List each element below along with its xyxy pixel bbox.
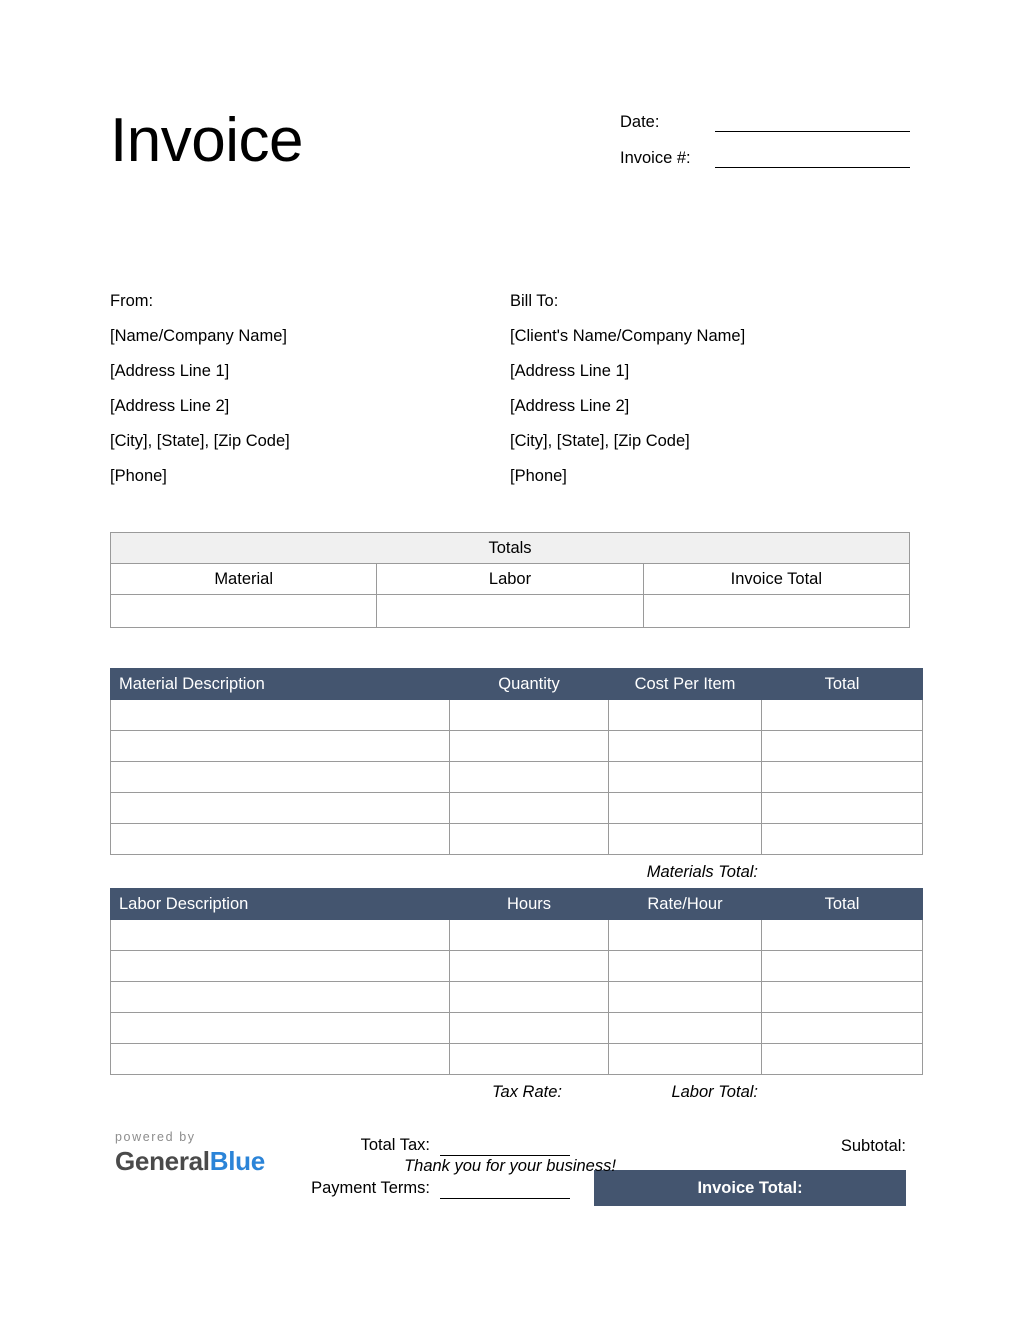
labor-cell[interactable] — [762, 920, 923, 951]
totals-col-invoice-total: Invoice Total — [643, 564, 909, 595]
materials-total-label: Materials Total: — [646, 863, 758, 881]
table-row — [111, 731, 923, 762]
date-field-row — [620, 110, 910, 132]
from-column — [110, 292, 510, 502]
materials-cell[interactable] — [450, 793, 609, 824]
labor-cell[interactable] — [609, 951, 762, 982]
table-row — [111, 982, 923, 1013]
table-row — [111, 951, 923, 982]
table-header-row — [111, 889, 923, 920]
labor-cell[interactable] — [111, 1013, 450, 1044]
table-row — [111, 700, 923, 731]
page-footer — [110, 1125, 910, 1215]
materials-cell[interactable] — [609, 700, 762, 731]
table-row — [111, 793, 923, 824]
labor-cell[interactable] — [762, 1044, 923, 1075]
bill-to-line-5[interactable]: [Phone] — [510, 467, 567, 485]
thank-you-message: Thank you for your business! — [404, 1157, 616, 1175]
materials-col-total: Total — [762, 669, 923, 700]
brand-name-first: General — [115, 1146, 210, 1176]
labor-cell[interactable] — [609, 1044, 762, 1075]
table-row — [111, 595, 910, 628]
invoice-total-bar: Invoice Total: — [594, 1170, 906, 1206]
totals-title: Totals — [111, 533, 910, 564]
materials-cell[interactable] — [762, 824, 923, 855]
materials-cell[interactable] — [450, 700, 609, 731]
materials-cell[interactable] — [762, 793, 923, 824]
materials-table — [110, 668, 923, 855]
bill-to-line-4[interactable]: [City], [State], [Zip Code] — [510, 432, 690, 450]
labor-cell[interactable] — [609, 982, 762, 1013]
materials-cell[interactable] — [111, 700, 450, 731]
materials-cell[interactable] — [762, 762, 923, 793]
labor-cell[interactable] — [450, 920, 609, 951]
table-row — [111, 564, 910, 595]
labor-cell[interactable] — [609, 1013, 762, 1044]
table-row — [111, 533, 910, 564]
bill-to-line-1[interactable]: [Client's Name/Company Name] — [510, 327, 746, 345]
date-label: Date: — [620, 113, 660, 131]
payment-terms-label: Payment Terms: — [311, 1178, 430, 1197]
labor-cell[interactable] — [111, 951, 450, 982]
materials-cell[interactable] — [762, 731, 923, 762]
labor-cell[interactable] — [450, 982, 609, 1013]
materials-cell[interactable] — [609, 731, 762, 762]
bill-to-column — [510, 292, 910, 502]
from-line-5[interactable]: [Phone] — [110, 467, 167, 485]
labor-col-total: Total — [762, 889, 923, 920]
totals-value-labor[interactable] — [377, 595, 643, 628]
from-line-4[interactable]: [City], [State], [Zip Code] — [110, 432, 290, 450]
invoice-number-field-row — [620, 146, 910, 168]
invoice-header — [110, 0, 910, 240]
bill-to-line-2[interactable]: [Address Line 1] — [510, 362, 630, 380]
materials-cell[interactable] — [111, 793, 450, 824]
table-header-row — [111, 669, 923, 700]
materials-cell[interactable] — [450, 731, 609, 762]
labor-cell[interactable] — [111, 1044, 450, 1075]
total-tax-label: Total Tax: — [360, 1136, 430, 1154]
labor-cell[interactable] — [111, 982, 450, 1013]
labor-total-label: Labor Total: — [671, 1083, 758, 1101]
labor-col-description: Labor Description — [111, 889, 450, 920]
invoice-number-label: Invoice #: — [620, 149, 691, 167]
totals-table — [110, 532, 910, 628]
totals-value-invoice-total[interactable] — [643, 595, 909, 628]
labor-col-rate-per-hour: Rate/Hour — [609, 889, 762, 920]
labor-cell[interactable] — [609, 920, 762, 951]
materials-col-cost-per-item: Cost Per Item — [609, 669, 762, 700]
materials-cell[interactable] — [111, 731, 450, 762]
header-fields — [620, 110, 910, 182]
materials-cell[interactable] — [450, 762, 609, 793]
brand-name-second: Blue — [209, 1146, 265, 1176]
materials-cell[interactable] — [609, 793, 762, 824]
materials-cell[interactable] — [762, 700, 923, 731]
from-line-3[interactable]: [Address Line 2] — [110, 397, 230, 415]
labor-cell[interactable] — [111, 920, 450, 951]
table-row — [111, 1044, 923, 1075]
labor-col-hours: Hours — [450, 889, 609, 920]
labor-cell[interactable] — [450, 951, 609, 982]
labor-cell[interactable] — [450, 1013, 609, 1044]
from-line-1[interactable]: [Name/Company Name] — [110, 327, 287, 345]
page-title: Invoice — [110, 106, 303, 175]
address-block — [110, 292, 910, 502]
table-row — [111, 920, 923, 951]
labor-cell[interactable] — [450, 1044, 609, 1075]
materials-cell[interactable] — [450, 824, 609, 855]
table-row — [111, 1013, 923, 1044]
totals-col-material: Material — [111, 564, 377, 595]
totals-value-material[interactable] — [111, 595, 377, 628]
totals-col-labor: Labor — [377, 564, 643, 595]
subtotal-label: Subtotal: — [840, 1137, 906, 1155]
date-input[interactable] — [715, 113, 910, 132]
materials-cell[interactable] — [111, 824, 450, 855]
invoice-number-input[interactable] — [715, 149, 910, 168]
materials-cell[interactable] — [111, 762, 450, 793]
materials-col-quantity: Quantity — [450, 669, 609, 700]
table-row — [111, 762, 923, 793]
powered-by-label: powered by — [115, 1130, 196, 1144]
labor-cell[interactable] — [762, 951, 923, 982]
materials-cell[interactable] — [609, 762, 762, 793]
labor-cell[interactable] — [762, 1013, 923, 1044]
materials-col-description: Material Description — [111, 669, 450, 700]
tax-rate-label: Tax Rate: — [491, 1083, 562, 1101]
labor-cell[interactable] — [762, 982, 923, 1013]
from-line-2[interactable]: [Address Line 1] — [110, 362, 230, 380]
materials-cell[interactable] — [609, 824, 762, 855]
bill-to-heading: Bill To: — [510, 292, 559, 310]
bill-to-line-3[interactable]: [Address Line 2] — [510, 397, 630, 415]
table-row — [111, 824, 923, 855]
labor-footer-notes — [110, 1083, 910, 1102]
labor-table — [110, 888, 923, 1075]
from-heading: From: — [110, 292, 154, 310]
